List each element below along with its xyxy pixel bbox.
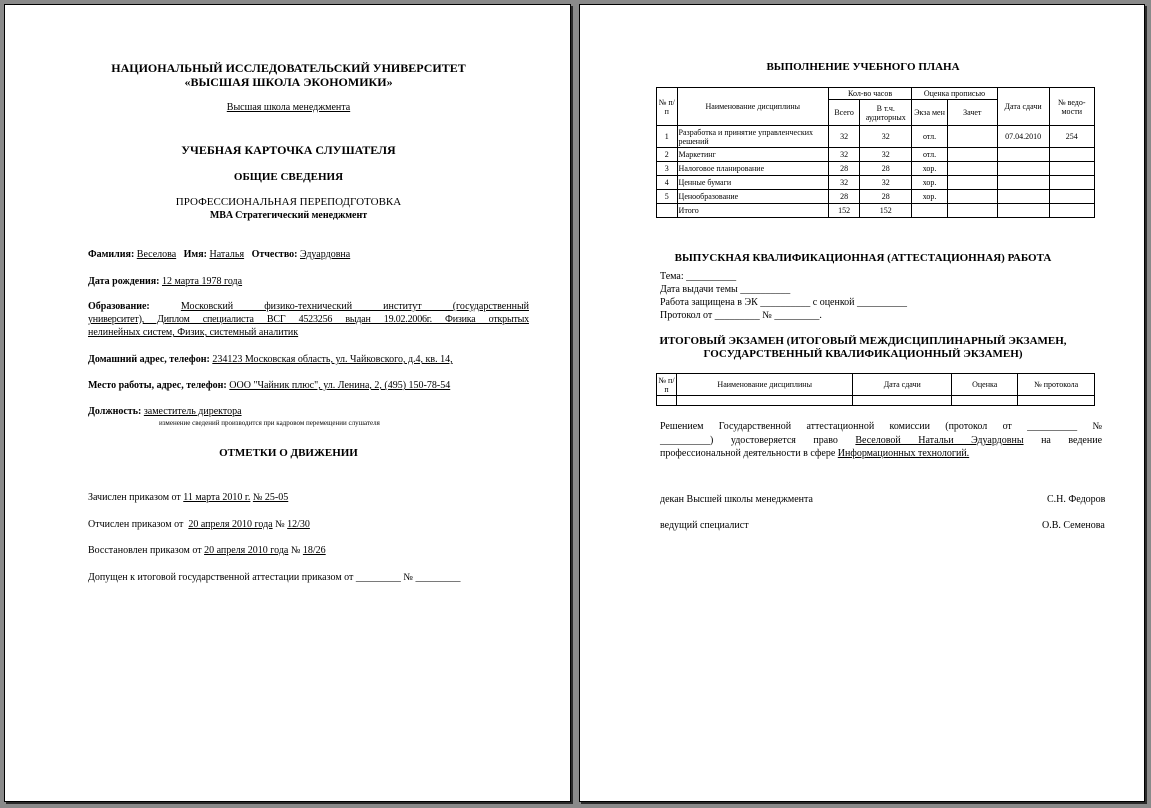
protocol-label: Протокол от [660, 310, 713, 321]
plan-cell-name: Разработка и принятие управленческих решений [677, 126, 828, 148]
specialist-role: ведущий специалист [660, 520, 749, 531]
work-line [88, 380, 450, 391]
plan-cell-n: 1 [657, 126, 678, 148]
birth-value: 12 марта 1978 года [161, 276, 243, 287]
patronymic-value: Эдуардовна [299, 249, 351, 260]
dean-name: С.Н. Федоров [1047, 494, 1106, 505]
position-value: заместитель директора [143, 406, 242, 417]
final-empty-cell [657, 396, 677, 406]
plan-total-date [997, 204, 1049, 218]
surname-value: Веселова [136, 249, 177, 260]
university-line2: «ВЫСШАЯ ШКОЛА ЭКОНОМИКИ» [184, 75, 393, 89]
defended-label: Работа защищена в ЭК [660, 297, 758, 308]
protocol-blank-number: _________. [774, 310, 822, 321]
education-line2: университет), Диплом специалиста ВСГ 4523256 выдан 19.02.2006г. Физика открытых [88, 314, 529, 325]
plan-header-hours-class: В т.ч. аудиторных [860, 100, 912, 126]
general-title: ОБЩИЕ СВЕДЕНИЯ [233, 171, 344, 183]
plan-cell-exam: хор. [912, 190, 948, 204]
plan-cell-total: 28 [828, 190, 859, 204]
university-line1: НАЦИОНАЛЬНЫЙ ИССЛЕДОВАТЕЛЬСКИЙ УНИВЕРСИТЕТ [111, 61, 466, 75]
plan-total-exam [912, 204, 948, 218]
issue-line [660, 284, 790, 295]
fio-line [88, 249, 350, 260]
theme-line [660, 271, 736, 282]
final-header-date: Дата сдачи [853, 374, 952, 396]
movement-title: ОТМЕТКИ О ДВИЖЕНИИ [219, 447, 358, 459]
education-line3: нелинейных систем, Физик, системный аналитик [88, 327, 299, 338]
plan-cell-record [1049, 162, 1094, 176]
plan-cell-record [1049, 190, 1094, 204]
plan-total-class: 152 [860, 204, 912, 218]
plan-row [657, 176, 1095, 190]
plan-total-row [657, 204, 1095, 218]
defended-line [660, 297, 907, 308]
plan-cell-date [997, 162, 1049, 176]
plan-cell-date [997, 190, 1049, 204]
plan-total-num [657, 204, 678, 218]
protocol-line [660, 310, 822, 321]
plan-cell-n: 3 [657, 162, 678, 176]
plan-cell-name: Маркетинг [677, 148, 828, 162]
plan-total-credit [947, 204, 997, 218]
restored-prefix: Восстановлен приказом от [88, 545, 202, 556]
position-line [88, 406, 242, 417]
education-label: Образование: [88, 301, 150, 312]
plan-cell-name: Ценообразование [677, 190, 828, 204]
plan-table [656, 87, 1095, 218]
plan-cell-date [997, 148, 1049, 162]
decision-line3 [660, 448, 969, 459]
decision-text-4: профессиональной деятельности в сфере [660, 448, 836, 459]
plan-cell-credit [947, 162, 997, 176]
admitted-line [88, 572, 460, 583]
decision-person-name: Веселовой Натальи Эдуардовны [855, 435, 1024, 446]
birth-label: Дата рождения: [88, 276, 160, 287]
plan-cell-class: 28 [860, 162, 912, 176]
final-empty-cell [676, 396, 852, 406]
plan-cell-n: 2 [657, 148, 678, 162]
plan-cell-credit [947, 148, 997, 162]
education-line1 [88, 301, 529, 312]
enrolled-line [88, 492, 288, 503]
plan-cell-total: 28 [828, 162, 859, 176]
protocol-blank-date: _________ [714, 310, 760, 321]
restored-line [88, 545, 326, 556]
plan-cell-credit [947, 126, 997, 148]
plan-title: ВЫПОЛНЕНИЕ УЧЕБНОГО ПЛАНА [766, 61, 960, 73]
plan-header-hours: Кол-во часов [828, 88, 911, 100]
protocol-no-sign: № [762, 310, 772, 321]
plan-cell-date: 07.04.2010 [997, 126, 1049, 148]
restored-date: 20 апреля 2010 года [204, 545, 289, 556]
name-label: Имя: [183, 249, 207, 260]
final-header-protocol: № протокола [1018, 374, 1095, 396]
expelled-prefix: Отчислен приказом от [88, 519, 184, 530]
school-name: Высшая школа менеджмента [226, 102, 351, 113]
issue-blank: __________ [740, 284, 791, 295]
plan-header-date: Дата сдачи [997, 88, 1049, 126]
plan-header-hours-total: Всего [828, 100, 859, 126]
theme-label: Тема: [660, 271, 684, 282]
dean-role: декан Высшей школы менеджмента [660, 494, 813, 505]
plan-rows [657, 126, 1095, 204]
decision-blank-date: __________ [1027, 421, 1078, 432]
plan-header-exam: Экза мен [912, 100, 948, 126]
admitted-prefix: Допущен к итоговой государственной аттестации приказом от [88, 572, 354, 583]
decision-field: Информационных технологий. [837, 448, 970, 459]
thesis-title: ВЫПУСКНАЯ КВАЛИФИКАЦИОННАЯ (АТТЕСТАЦИОННАЯ) РАБОТА [674, 252, 1052, 264]
expelled-line [88, 519, 310, 530]
address-value: 234123 Московская область, ул. Чайковского, д.4, кв. 14, [212, 354, 453, 365]
plan-total-record [1049, 204, 1094, 218]
plan-cell-credit [947, 190, 997, 204]
decision-blank-number: __________ [660, 435, 710, 446]
position-note: изменение сведений производится при кадровом перемещении слушателя [159, 419, 380, 427]
plan-total-label: Итого [677, 204, 828, 218]
education-value-1: Московский физико-технический институт (государственный [180, 301, 530, 312]
plan-cell-exam: хор. [912, 176, 948, 190]
final-empty-cell [952, 396, 1018, 406]
plan-cell-class: 28 [860, 190, 912, 204]
expelled-number: 12/30 [287, 519, 310, 530]
issue-label: Дата выдачи темы [660, 284, 738, 295]
final-empty-row [657, 396, 1095, 406]
plan-header-credit: Зачет [947, 100, 997, 126]
restored-number: 18/26 [302, 545, 326, 556]
plan-header-record: № ведо-мости [1049, 88, 1094, 126]
enrolled-date: 11 марта 2010 г. [183, 492, 251, 503]
plan-cell-name: Ценные бумаги [677, 176, 828, 190]
plan-row [657, 148, 1095, 162]
specialist-name: О.В. Семенова [1042, 520, 1105, 531]
work-value: ООО "Чайник плюс", ул. Ленина, 2, (495) 150-78-54 [229, 380, 451, 391]
card-title: УЧЕБНАЯ КАРТОЧКА СЛУШАТЕЛЯ [181, 143, 396, 157]
page-left [4, 4, 571, 802]
enrolled-number: № 25-05 [252, 492, 289, 503]
plan-cell-total: 32 [828, 148, 859, 162]
plan-cell-record: 254 [1049, 126, 1094, 148]
page-right [579, 4, 1145, 802]
plan-row [657, 126, 1095, 148]
decision-line1 [660, 421, 1102, 432]
plan-cell-record [1049, 176, 1094, 190]
plan-row [657, 190, 1095, 204]
program-type: ПРОФЕССИОНАЛЬНАЯ ПЕРЕПОДГОТОВКА [175, 196, 402, 208]
birth-line [88, 276, 242, 287]
plan-cell-record [1049, 148, 1094, 162]
plan-cell-class: 32 [860, 148, 912, 162]
work-label: Место работы, адрес, телефон: [88, 380, 227, 391]
thesis-grade-blank: __________ [857, 297, 908, 308]
plan-header-grade: Оценка прописью [912, 88, 997, 100]
final-header-discipline: Наименование дисциплины [676, 374, 852, 396]
program-name: MBA Стратегический менеджмент [209, 210, 368, 221]
final-exam-table [656, 373, 1095, 406]
thesis-grade-label: с оценкой [812, 297, 855, 308]
plan-cell-total: 32 [828, 176, 859, 190]
plan-cell-date [997, 176, 1049, 190]
plan-cell-exam: отл. [912, 148, 948, 162]
decision-text-2: ) удостоверяется право [710, 435, 838, 446]
admitted-blank-number: _________ [415, 572, 461, 583]
final-title-line2: ГОСУДАРСТВЕННЫЙ КВАЛИФИКАЦИОННЫЙ ЭКЗАМЕН) [703, 348, 1023, 360]
name-value: Наталья [209, 249, 245, 260]
plan-cell-class: 32 [860, 126, 912, 148]
decision-text-3: на ведение [1041, 435, 1103, 446]
decision-no-sign: № [1092, 421, 1103, 432]
plan-header-discipline: Наименование дисциплины [677, 88, 828, 126]
decision-text-1: Решением Государственной аттестационной комиссии (протокол от [660, 421, 1012, 432]
defended-blank: __________ [760, 297, 811, 308]
plan-cell-exam: хор. [912, 162, 948, 176]
plan-cell-n: 5 [657, 190, 678, 204]
enrolled-prefix: Зачислен приказом от [88, 492, 181, 503]
decision-line2 [660, 435, 1102, 446]
plan-header-num: № п/п [657, 88, 678, 126]
address-label: Домашний адрес, телефон: [88, 354, 210, 365]
plan-cell-class: 32 [860, 176, 912, 190]
plan-cell-total: 32 [828, 126, 859, 148]
final-empty-cell [1018, 396, 1095, 406]
plan-cell-exam: отл. [912, 126, 948, 148]
admitted-blank-date: _________ [355, 572, 401, 583]
expelled-no-sign: № [275, 519, 285, 530]
plan-cell-n: 4 [657, 176, 678, 190]
final-header-grade: Оценка [952, 374, 1018, 396]
admitted-no-sign: № [403, 572, 413, 583]
plan-total-hours: 152 [828, 204, 859, 218]
plan-row [657, 162, 1095, 176]
final-header-num: № п/п [658, 375, 675, 394]
position-label: Должность: [88, 406, 142, 417]
plan-cell-name: Налоговое планирование [677, 162, 828, 176]
address-line [88, 354, 453, 365]
final-empty-cell [853, 396, 952, 406]
expelled-date: 20 апреля 2010 года [188, 519, 273, 530]
theme-blank: __________ [686, 271, 737, 282]
plan-cell-credit [947, 176, 997, 190]
final-title-line1: ИТОГОВЫЙ ЭКЗАМЕН (ИТОГОВЫЙ МЕЖДИСЦИПЛИНАРНЫЙ ЭКЗАМЕН, [659, 335, 1067, 347]
restored-no-sign: № [290, 545, 301, 556]
patronymic-label: Отчество: [251, 249, 298, 260]
surname-label: Фамилия: [88, 249, 135, 260]
